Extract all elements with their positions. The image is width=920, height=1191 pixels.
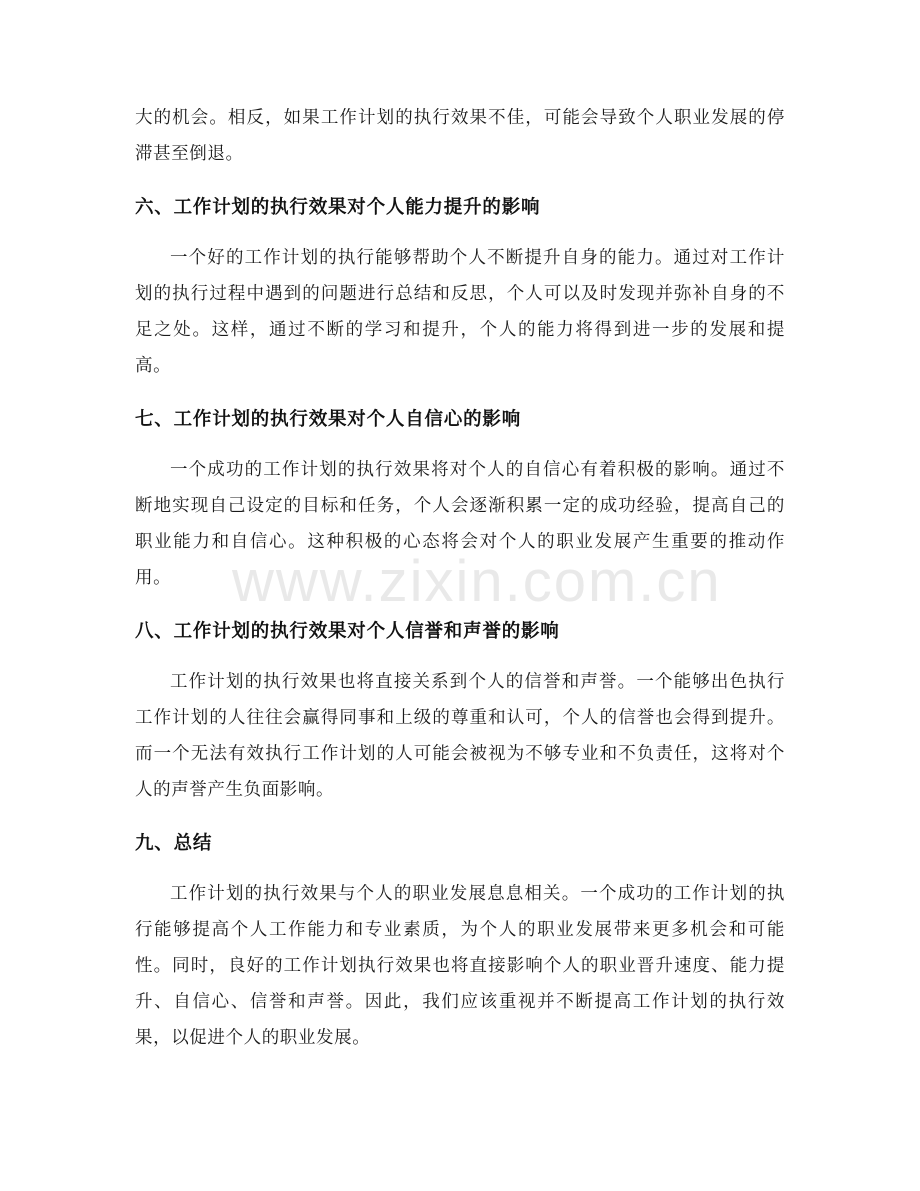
section-heading-8: 八、工作计划的执行效果对个人信誉和声誉的影响: [135, 621, 560, 642]
paragraph-summary: 工作计划的执行效果与个人的职业发展息息相关。一个成功的工作计划的执行能够提高个人工作能力和专业素质，为个人的职业发展带来更多机会和可能性。同时，良好的工作计划执行效果也将直接影响个人的职业晋升速度、能力提升、自信心、信誉和声誉。因此，我们应该重视并不断提高工作计划的执行效果，以促进个人的职业发展。: [135, 884, 785, 1048]
section-heading-9: 九、总结: [135, 833, 213, 854]
section-heading-6: 六、工作计划的执行效果对个人能力提升的影响: [135, 197, 541, 218]
paragraph-section-6: 一个好的工作计划的执行能够帮助个人不断提升自身的能力。通过对工作计划的执行过程中遇到的问题进行总结和反思，个人可以及时发现并弥补自身的不足之处。这样，通过不断的学习和提升，个人的能力将得到进一步的发展和提高。: [135, 248, 785, 376]
section-heading-7: 七、工作计划的执行效果对个人自信心的影响: [135, 409, 522, 430]
document-body: [135, 100, 785, 1056]
paragraph-section-7: 一个成功的工作计划的执行效果将对个人的自信心有着积极的影响。通过不断地实现自己设定的目标和任务，个人会逐渐积累一定的成功经验，提高自己的职业能力和自信心。这种积极的心态将会对个人的职业发展产生重要的推动作用。: [135, 460, 785, 588]
paragraph-section-8: 工作计划的执行效果也将直接关系到个人的信誉和声誉。一个能够出色执行工作计划的人往往会赢得同事和上级的尊重和认可，个人的信誉也会得到提升。而一个无法有效执行工作计划的人可能会被视为不够专业和不负责任，这将对个人的声誉产生负面影响。: [135, 672, 785, 800]
watermark: www.zixin.com.cn: [232, 549, 722, 614]
paragraph-continuation: 大的机会。相反，如果工作计划的执行效果不佳，可能会导致个人职业发展的停滞甚至倒退。: [135, 108, 785, 164]
